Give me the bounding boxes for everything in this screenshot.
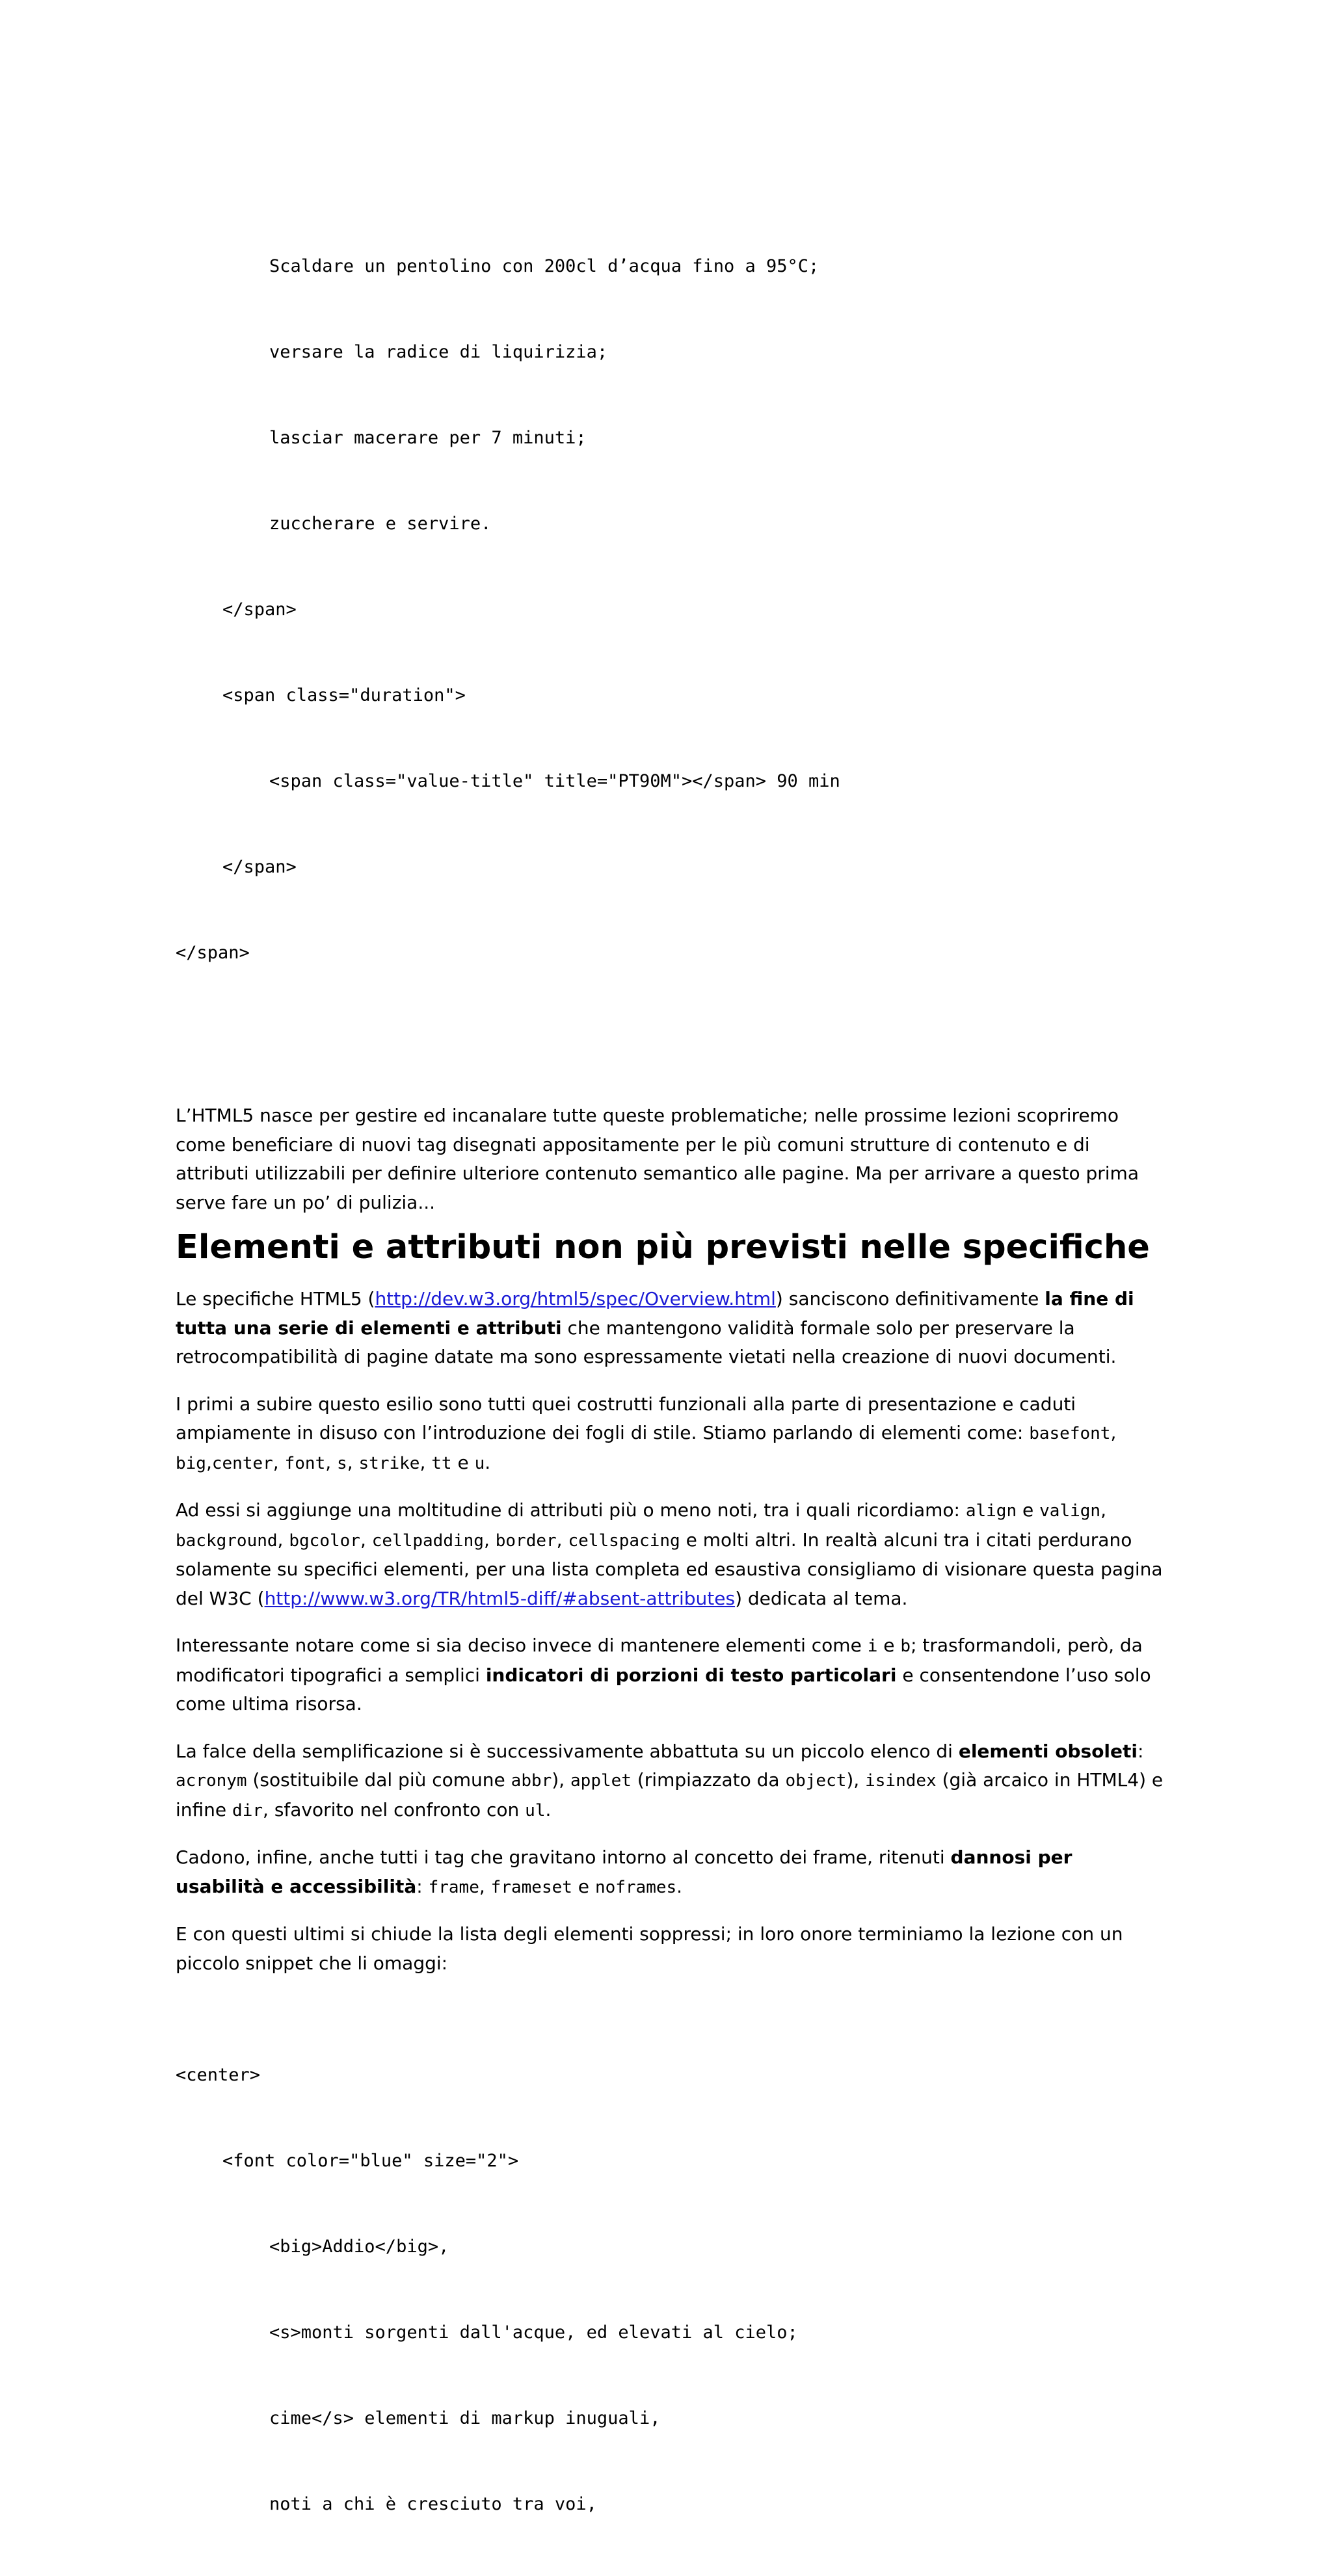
code-line: <font color="blue" size="2">: [222, 2151, 519, 2171]
code-inline: dir: [232, 1800, 263, 1820]
section-heading: Elementi e attributi non più previsti nelle specifiche: [176, 1228, 1150, 1267]
code-inline: noframes: [594, 1877, 677, 1897]
paragraph-closing: E con questi ultimi si chiude la lista degli elementi soppressi; in loro onore terminiamo la lezione con un piccolo snippet che li omaggi:: [176, 1923, 1123, 1974]
code-inline: bgcolor: [289, 1531, 360, 1551]
code-line: <big>Addio</big>,: [269, 2237, 449, 2257]
code-inline: u: [474, 1453, 485, 1473]
intro-paragraph: L’HTML5 nasce per gestire ed incanalare tutte queste problematiche; nelle prossime lezioni scopriremo come beneficiare di nuovi tag disegnati appositamente per le più comuni strutture di contenuto e di attributi utilizzabili per definire ulteriore contenuto semantico alle pagine. Ma per arrivare a questo prima serve fare un po’ di pulizia...: [176, 1105, 1139, 1213]
code-inline: b: [900, 1636, 911, 1656]
code-inline: abbr: [511, 1771, 552, 1791]
code-inline: object: [785, 1771, 847, 1791]
code-inline: font: [284, 1453, 326, 1473]
code-inline: frame: [428, 1877, 479, 1897]
code-inline: basefont: [1029, 1424, 1111, 1443]
code-block-bottom: [176, 2004, 1164, 2576]
code-inline: align: [965, 1501, 1017, 1521]
code-inline: strike: [358, 1453, 420, 1473]
code-inline: border: [495, 1531, 557, 1551]
code-line: versare la radice di liquirizia;: [269, 342, 608, 362]
code-block-top: [176, 195, 1164, 1025]
code-line: <center>: [176, 2065, 261, 2085]
code-line: </span>: [222, 857, 297, 877]
code-line: <s>monti sorgenti dall'acque, ed elevati al cielo;: [269, 2322, 798, 2343]
document-page: [176, 195, 1164, 2576]
code-line: lasciar macerare per 7 minuti;: [269, 428, 587, 448]
code-inline: cellspacing: [568, 1531, 680, 1551]
code-inline: big: [176, 1453, 206, 1473]
code-inline: valign: [1039, 1501, 1101, 1521]
code-line: </span>: [222, 599, 297, 620]
paragraph-i-b-elements: Interessante notare come si sia deciso invece di mantenere elementi come i e b; trasformandoli, però, da modificatori tipografici a semplici indicatori di porzioni di testo particolari e consentendone l’uso solo come ultima risorsa.: [176, 1635, 1151, 1715]
paragraph-attributes: Ad essi si aggiunge una moltitudine di attributi più o meno noti, tra i quali ricordiamo: align e valign, background, bgcolor, cellpadding, border, cellspacing e molti altri. In realtà alcuni tra i citati perdurano solamente su specifici elementi, per una lista completa ed esaustiva consigliamo di visionare questa pagina del W3C (http://www.w3.org/TR/html5-diff/#absent-attributes) dedicata al tema.: [176, 1499, 1163, 1609]
bold-text: dannosi per usabilità e accessibilità: [176, 1847, 1072, 1897]
code-inline: acronym: [176, 1771, 247, 1791]
code-inline: s: [337, 1453, 347, 1473]
bold-text: elementi obsoleti: [958, 1740, 1138, 1762]
code-line: <span class="duration">: [222, 685, 466, 705]
link-html5-diff[interactable]: http://www.w3.org/TR/html5-diff/#absent-attributes: [264, 1587, 736, 1609]
code-inline: ul: [525, 1800, 546, 1820]
code-inline: center: [211, 1453, 273, 1473]
paragraph-frames: Cadono, infine, anche tutti i tag che gravitano intorno al concetto dei frame, ritenuti dannosi per usabilità e accessibilità: frame, frameset e noframes.: [176, 1847, 1072, 1897]
paragraph-presentational-elements: I primi a subire questo esilio sono tutti quei costrutti funzionali alla parte di presentazione e caduti ampiamente in disuso con l’introduzione dei fogli di stile. Stiamo parlando di elementi come: basefont, big,center, font, s, strike, tt e u.: [176, 1393, 1117, 1473]
code-line: noti a chi è cresciuto tra voi,: [269, 2494, 597, 2514]
paragraph-obsolete-elements: La falce della semplificazione si è successivamente abbattuta su un piccolo elenco di elementi obsoleti: acronym (sostituibile dal più comune abbr), applet (rimpiazzato da object), isindex (già arcaico in HTML4) e infine dir, sfavorito nel confronto con ul.: [176, 1740, 1164, 1820]
code-line: <span class="value-title" title="PT90M"></span> 90 min: [269, 771, 840, 791]
code-line: zuccherare e servire.: [269, 514, 492, 534]
code-line: cime</s> elementi di markup inuguali,: [269, 2408, 661, 2428]
code-inline: applet: [570, 1771, 632, 1791]
code-line: </span>: [176, 943, 250, 963]
code-inline: isindex: [865, 1771, 937, 1791]
code-inline: tt: [431, 1453, 452, 1473]
code-line: Scaldare un pentolino con 200cl d’acqua fino a 95°C;: [269, 256, 819, 276]
code-inline: frameset: [490, 1877, 572, 1897]
code-inline: background: [176, 1531, 278, 1551]
bold-text: la fine di tutta una serie di elementi e attributi: [176, 1288, 1134, 1339]
paragraph-specifiche: Le specifiche HTML5 (http://dev.w3.org/html5/spec/Overview.html) sanciscono definitivamente la fine di tutta una serie di elementi e attributi che mantengono validità formale solo per preservare la retrocompatibilità di pagine datate ma sono espressamente vietati nella creazione di nuovi documenti.: [176, 1288, 1134, 1367]
link-html5-spec[interactable]: http://dev.w3.org/html5/spec/Overview.html: [375, 1288, 776, 1309]
bold-text: indicatori di porzioni di testo particolari: [485, 1664, 897, 1686]
code-inline: cellpadding: [371, 1531, 484, 1551]
code-inline: i: [867, 1636, 878, 1656]
